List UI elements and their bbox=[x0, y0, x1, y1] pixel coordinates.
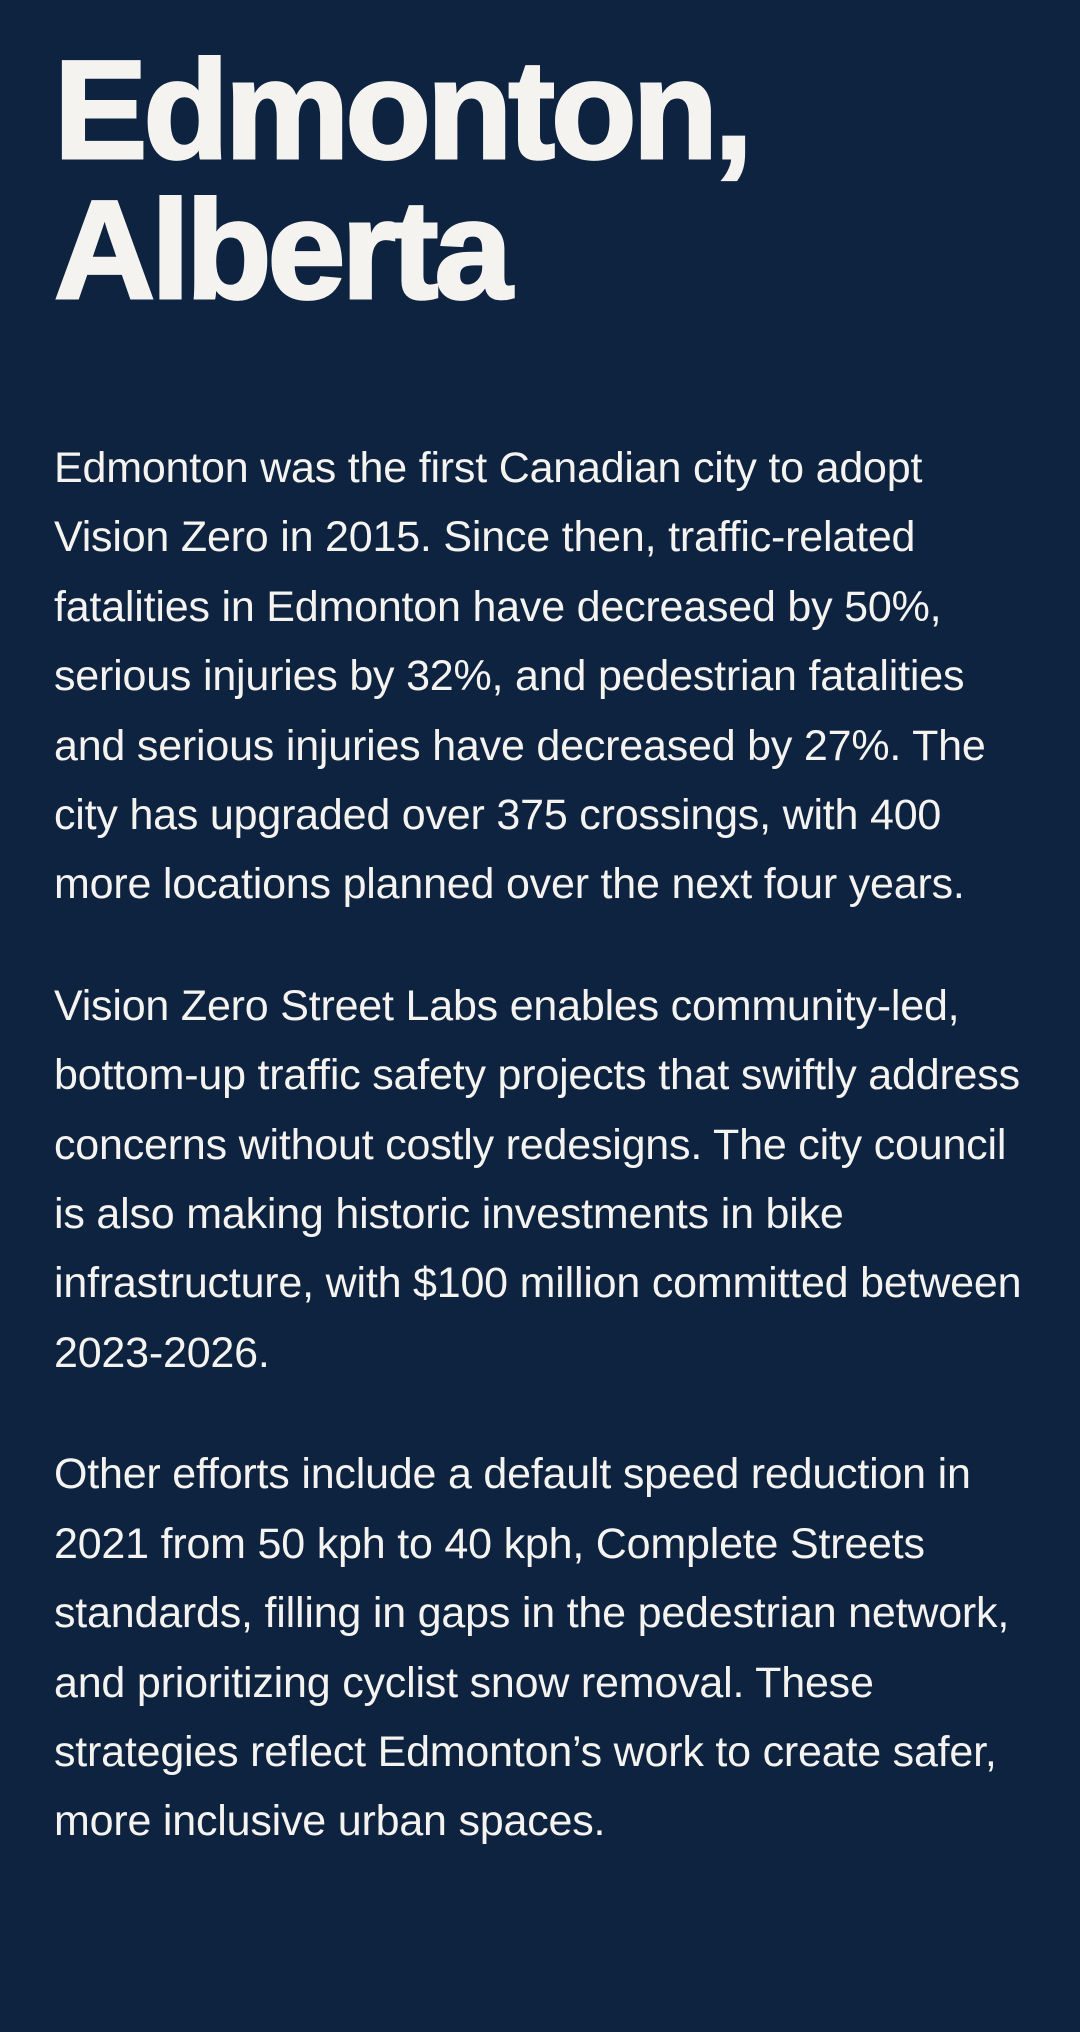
article-body bbox=[54, 434, 1026, 1857]
title-line-1: Edmonton, bbox=[54, 31, 749, 188]
paragraph-other-efforts: Other efforts include a default speed reduction in 2021 from 50 kph to 40 kph, Complete Streets standards, filling in gaps in the pedestrian network, and prioritizing cyclist snow removal. These strategies reflect Edmonton’s work to create safer, more inclusive urban spaces. bbox=[54, 1450, 1010, 1846]
paragraph-street-labs: Vision Zero Street Labs enables community-led, bottom-up traffic safety projects that swiftly address concerns without costly redesigns. The city council is also making historic investments in bike infrastructure, with $100 million committed between 2023-2026. bbox=[54, 981, 1022, 1377]
page-title bbox=[54, 31, 1034, 328]
paragraph-vision-zero-results: Edmonton was the first Canadian city to adopt Vision Zero in 2015. Since then, traffic-related fatalities in Edmonton have decreased by 50%, serious injuries by 32%, and pedestrian fatalities and serious injuries have decreased by 27%. The city has upgraded over 375 crossings, with 400 more locations planned over the next four years. bbox=[54, 444, 986, 909]
title-line-2: Alberta bbox=[54, 171, 509, 328]
